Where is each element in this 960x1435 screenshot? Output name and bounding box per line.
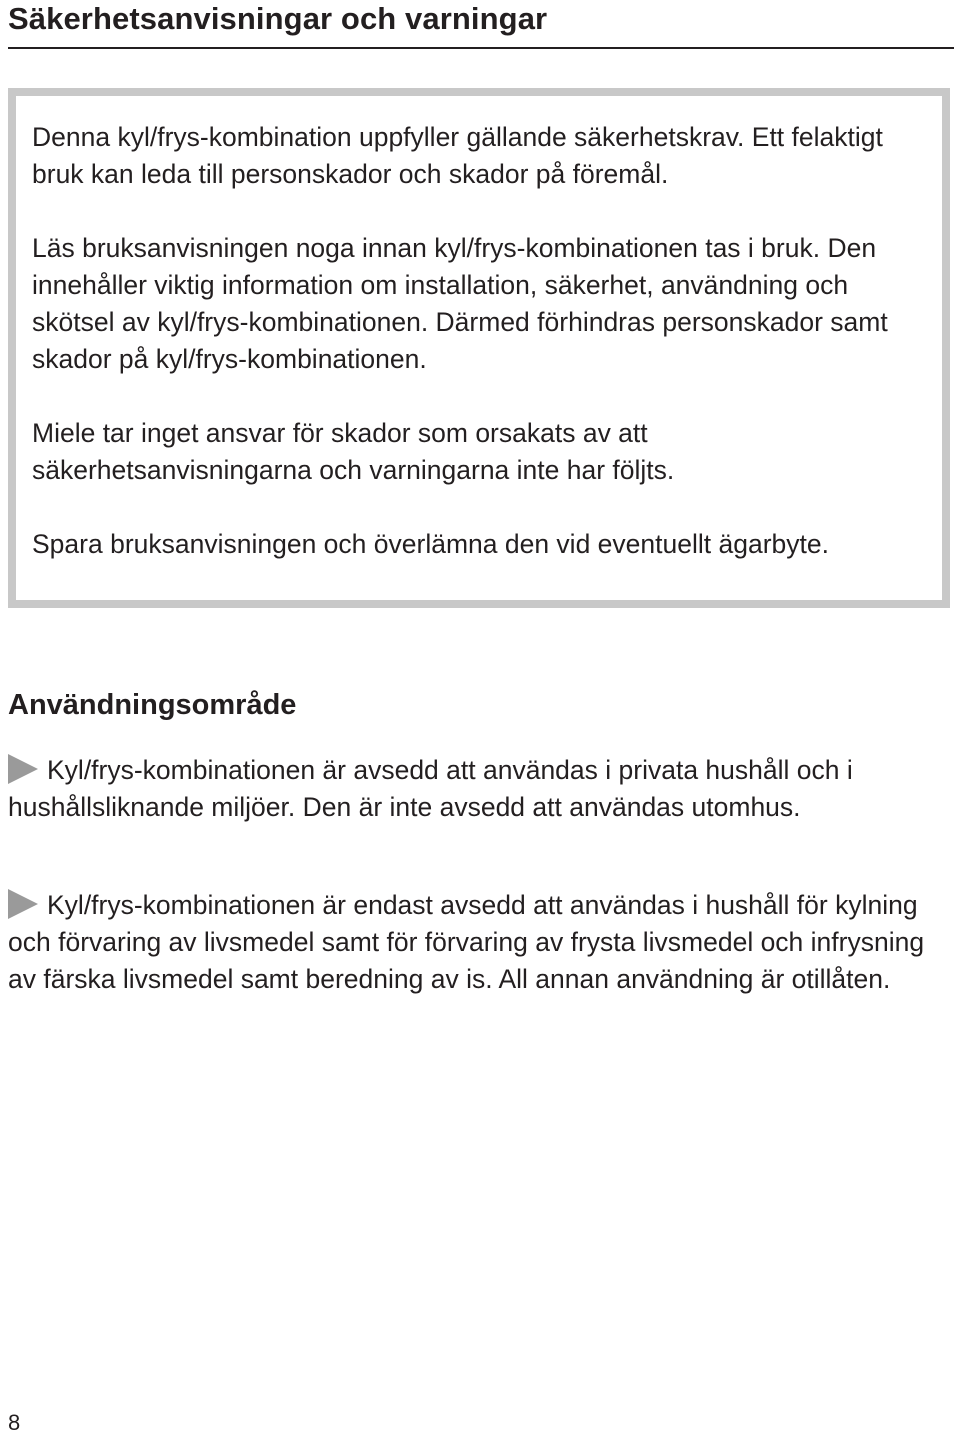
arrow-right-icon: [8, 754, 38, 784]
warning-paragraph: Denna kyl/frys-kombination uppfyller gällande säkerhetskrav. Ett felaktigt bruk kan leda till personskador och skador på föremål.: [32, 122, 883, 189]
arrow-right-icon: [8, 889, 38, 919]
page-number: 8: [8, 1410, 21, 1435]
warning-paragraph: Miele tar inget ansvar för skador som orsakats av att säkerhetsanvisningarna och varningarna inte har följts.: [32, 418, 675, 485]
usage-item-text: Kyl/frys-kombinationen är endast avsedd att användas i hushåll för kylning och förvaring av livsmedel samt för förvaring av frysta livsmedel och infrysning av färska livsmedel samt beredning av is. All annan användning är otillåten.: [8, 890, 925, 994]
page-title: Säkerhetsanvisningar och varningar: [8, 1, 548, 36]
warning-paragraph: Spara bruksanvisningen och överlämna den vid eventuellt ägarbyte.: [32, 529, 829, 559]
section-heading-usage: Användningsområde: [8, 689, 297, 721]
warning-box-text: [32, 119, 932, 563]
safety-warning-box: [8, 88, 950, 608]
title-divider: [8, 47, 954, 49]
usage-item-text: Kyl/frys-kombinationen är avsedd att användas i privata hushåll och i hushållsliknande miljöer. Den är inte avsedd att användas utomhus.: [8, 755, 853, 822]
warning-paragraph: Läs bruksanvisningen noga innan kyl/frys-kombinationen tas i bruk. Den innehåller viktig information om installation, säkerhet, användning och skötsel av kyl/frys-kombinationen. Därmed förhindras personskador samt skador på kyl/frys-kombinationen.: [32, 233, 888, 374]
usage-item: [8, 887, 938, 998]
usage-item: [8, 752, 938, 826]
